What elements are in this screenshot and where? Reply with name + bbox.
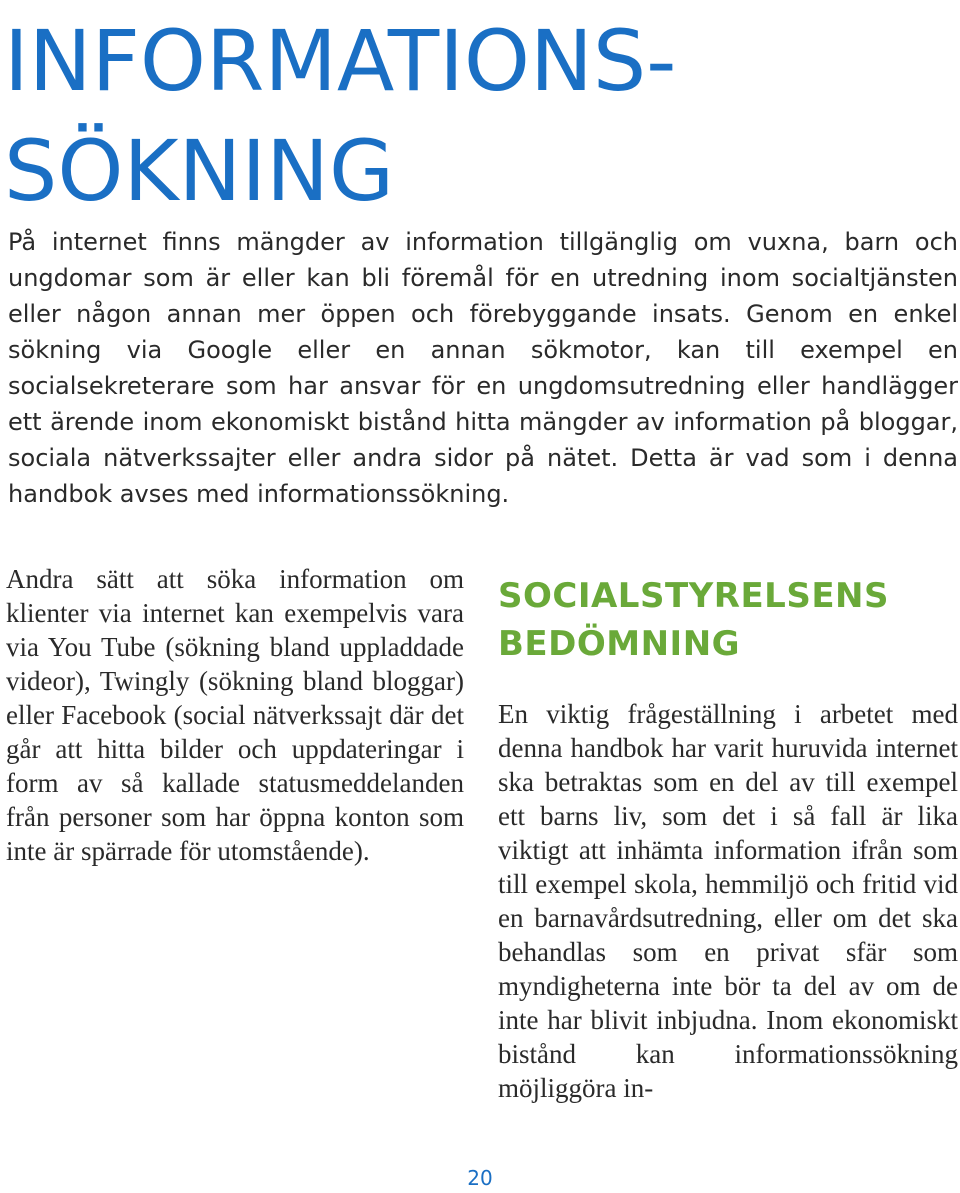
left-column-paragraph: Andra sätt att söka information om klienter via internet kan exempelvis vara via You Tube (sökning bland uppladdade videor), Twingly (sökning bland bloggar) eller Facebook (social nätverkssajt där det går att hitta bilder och uppdateringar i form av så kallade statusmeddelanden från personer som har öppna konton som inte är spärrade för utomstående). <box>6 564 464 866</box>
page-title <box>4 6 677 226</box>
section-heading-line-1: SOCIALSTYRELSENS <box>498 576 889 616</box>
page-number: 20 <box>467 1166 493 1190</box>
page-title-line-2: SÖKNING <box>4 122 395 220</box>
section-heading <box>498 572 958 668</box>
right-column-paragraph: En viktig frågeställning i arbetet med denna handbok har varit huruvida internet ska betraktas som en del av till exempel ett barns liv, som det i så fall är lika viktigt att inhämta information ifrån som till exempel skola, hemmiljö och fritid vid en barnavårdsutredning, eller om det ska behandlas som en privat sfär som myndigheterna inte bör ta del av om de inte har blivit inbjudna. Inom ekonomiskt bistånd kan informationssökning möjliggöra in- <box>498 699 958 1103</box>
intro-paragraph: På internet finns mängder av information tillgänglig om vuxna, barn och ungdomar som är eller kan bli föremål för en utredning inom socialtjänsten eller någon annan mer öppen och förebyggande insats. Genom en enkel sökning via Google eller en annan sökmotor, kan till exempel en socialsekreterare som har ansvar för en ungdomsutredning eller handlägger ett ärende inom ekonomiskt bistånd hitta mängder av information på bloggar, sociala nätverkssajter eller andra sidor på nätet. Detta är vad som i denna handbok avses med informationssökning. <box>8 228 958 508</box>
section-heading-line-2: BEDÖMNING <box>498 624 741 664</box>
page-title-line-1: INFORMATIONS- <box>4 12 677 110</box>
